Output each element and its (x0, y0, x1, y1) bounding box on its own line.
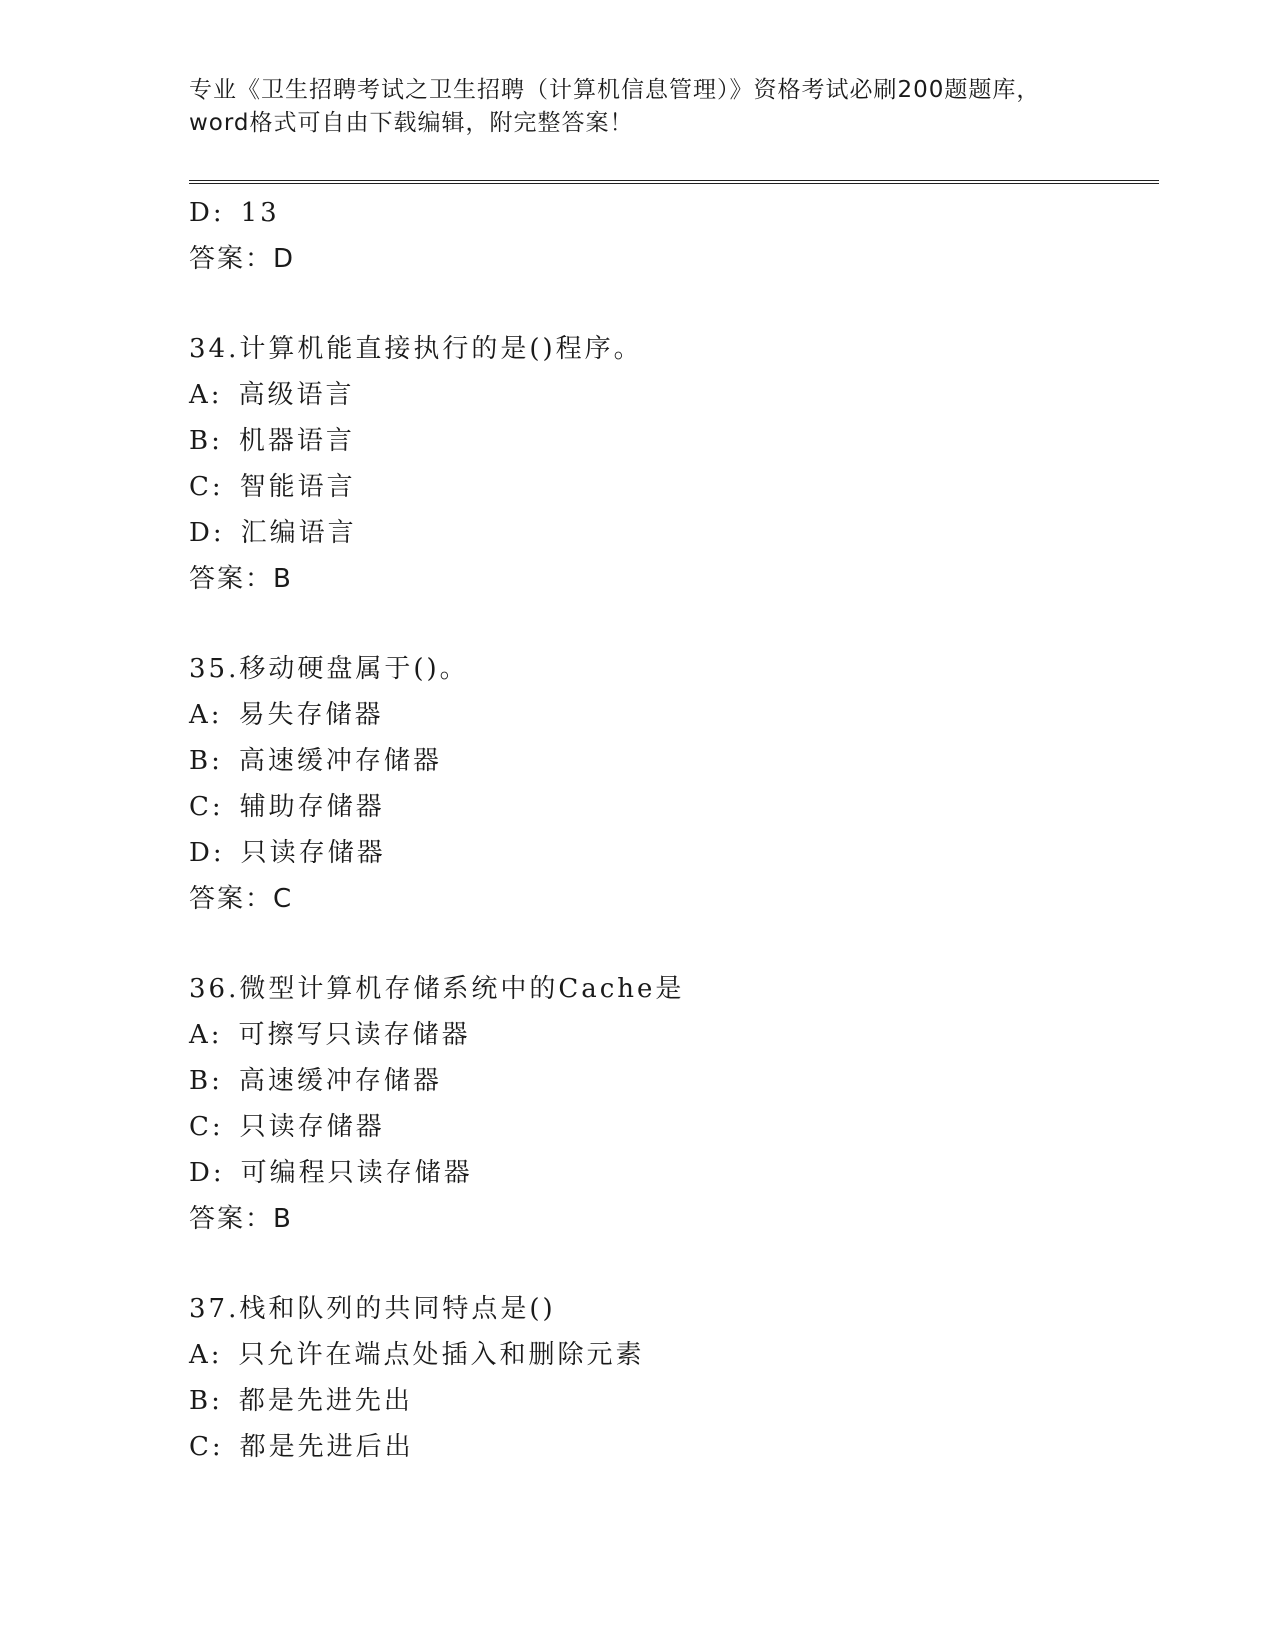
option-a (189, 1332, 1169, 1378)
option-a (189, 372, 1169, 418)
answer-line: 答案：D (189, 244, 296, 274)
option-text: 汇编语言 (240, 518, 357, 548)
header-title-line-2: word格式可自由下载编辑，附完整答案！ (189, 110, 634, 136)
option-text: 高级语言 (238, 380, 355, 410)
option-text: 智能语言 (239, 472, 356, 502)
option-text: 辅助存储器 (239, 792, 385, 822)
option-text: 机器语言 (238, 426, 355, 456)
option-key: A: (189, 380, 223, 410)
option-b (189, 418, 1169, 464)
option-a (189, 692, 1169, 738)
option-key: D: (189, 1158, 225, 1188)
option-d (189, 510, 1169, 556)
option-key: B: (189, 1386, 223, 1416)
option-key: C: (189, 1112, 224, 1142)
option-d (189, 190, 1169, 236)
option-d (189, 1150, 1169, 1196)
option-c (189, 464, 1169, 510)
question-stem: 36.微型计算机存储系统中的Cache是 (189, 974, 685, 1004)
option-c (189, 784, 1169, 830)
option-b (189, 738, 1169, 784)
option-key: B: (189, 426, 223, 456)
option-text: 高速缓冲存储器 (238, 746, 442, 776)
answer-line: 答案：B (189, 1204, 293, 1234)
option-d (189, 830, 1169, 876)
question-stem: 35.移动硬盘属于()。 (189, 654, 469, 684)
option-c (189, 1424, 1169, 1470)
option-text: 易失存储器 (238, 700, 384, 730)
option-key: D: (189, 518, 225, 548)
answer-line: 答案：C (189, 884, 294, 914)
option-text: 只读存储器 (239, 1112, 385, 1142)
header-title-line-1: 专业《卫生招聘考试之卫生招聘（计算机信息管理）》资格考试必刷200题题库， (189, 77, 1041, 103)
header-divider (189, 180, 1159, 184)
option-key: A: (189, 1340, 223, 1370)
option-key: C: (189, 1432, 224, 1462)
option-c (189, 1104, 1169, 1150)
option-text: 只读存储器 (240, 838, 386, 868)
page-header (189, 74, 1089, 140)
option-key: C: (189, 472, 224, 502)
option-text: 只允许在端点处插入和删除元素 (238, 1340, 645, 1370)
option-key: C: (189, 792, 224, 822)
option-key: A: (189, 700, 223, 730)
option-b (189, 1378, 1169, 1424)
option-text: 都是先进先出 (238, 1386, 413, 1416)
option-text: 可擦写只读存储器 (238, 1020, 471, 1050)
option-key: A: (189, 1020, 223, 1050)
option-key: D: (189, 198, 225, 228)
option-key: B: (189, 746, 223, 776)
question-stem: 34.计算机能直接执行的是()程序。 (189, 334, 643, 364)
question-stem: 37.栈和队列的共同特点是() (189, 1294, 556, 1324)
answer-line: 答案：B (189, 564, 293, 594)
option-text: 13 (240, 198, 280, 228)
option-text: 都是先进后出 (239, 1432, 414, 1462)
option-b (189, 1058, 1169, 1104)
option-text: 可编程只读存储器 (240, 1158, 473, 1188)
option-text: 高速缓冲存储器 (238, 1066, 442, 1096)
question-list (189, 190, 1169, 1470)
option-key: D: (189, 838, 225, 868)
option-a (189, 1012, 1169, 1058)
option-key: B: (189, 1066, 223, 1096)
